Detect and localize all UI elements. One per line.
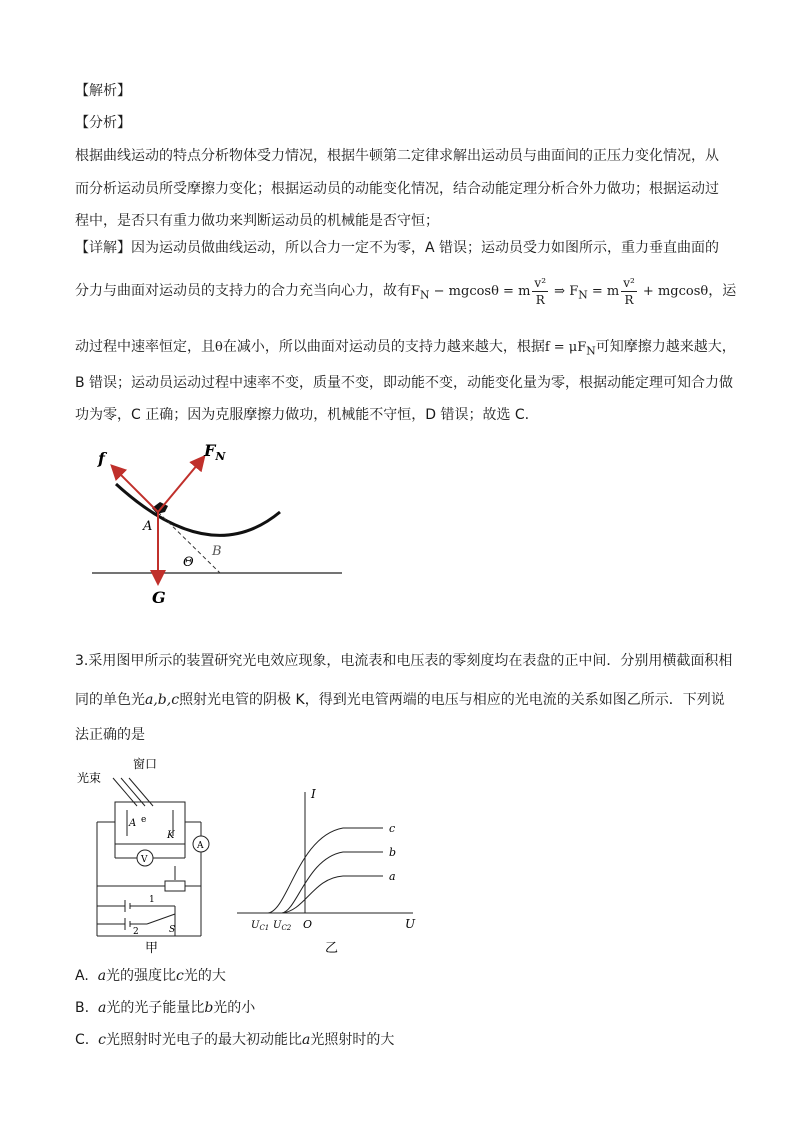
detail-line-3-mid: 在减小，所以曲面对运动员的支持力越来越大，根据 (222, 339, 545, 355)
option-b (75, 998, 730, 1018)
rheostat (165, 881, 185, 891)
option-b-v2: b (204, 1000, 214, 1016)
friction-eq-text: f = μF (544, 340, 587, 355)
curved-slope (116, 484, 280, 535)
fraction-2-den: R (624, 293, 634, 307)
eq-fn-1: F (411, 284, 421, 299)
fig-yi-label: 乙 (325, 941, 339, 956)
option-a-v1: a (97, 968, 107, 984)
switch-label-s: S (169, 925, 176, 935)
cathode-label: K (167, 830, 175, 841)
option-b-letter: B. (75, 1000, 90, 1016)
detail-line-2-text: 分力与曲面对运动员的支持力的合力充当向心力，故有 (75, 283, 411, 299)
detail-line-2-post: ，运 (708, 283, 737, 299)
q3-light-abc: a,b,c (145, 692, 180, 708)
curve-a-label: a (389, 870, 396, 883)
label-a: A (143, 519, 153, 534)
fenxi-heading: 【分析】 (75, 115, 131, 131)
detail-line-5: 功为零，C 正确；因为克服摩擦力做功，机械能不守恒，D 错误；故选 C. (75, 407, 530, 423)
option-a (75, 966, 730, 986)
uc1-label: $U_{C1}$ (251, 920, 270, 932)
anode-label: A (129, 818, 137, 829)
option-a-t2: 光的大 (183, 968, 226, 984)
fraction-1-num: v² (534, 276, 547, 290)
option-c-t1: 光照射时光电子的最大初动能比 (105, 1032, 302, 1048)
option-a-v2: c (176, 968, 184, 984)
option-c-v1: c (98, 1032, 106, 1048)
curve-c (268, 828, 383, 913)
force-diagram (80, 440, 360, 610)
eq-fn-2: F (569, 284, 579, 299)
fraction-1-den: R (535, 293, 545, 307)
friction-arrow (113, 467, 158, 512)
q3-line-1: 3.采用图甲所示的装置研究光电效应现象，电流表和电压表的零刻度均在表盘的正中间．分别用横截面积相 (75, 653, 733, 669)
switch-label-1: 1 (149, 895, 155, 905)
uc2-label: $U_{C2}$ (273, 920, 292, 932)
curve-b (282, 852, 383, 913)
friction-eq-sub: N (586, 344, 596, 358)
normal-force-arrow (158, 458, 203, 512)
detail-line-3-pre: 动过程中速率恒定，且 (75, 339, 215, 355)
option-c-letter: C. (75, 1032, 90, 1048)
label-fn: $F_N$ (204, 441, 226, 463)
eq-fn-1-sub: N (420, 288, 430, 302)
option-c (75, 1030, 730, 1050)
option-a-t1: 光的强度比 (106, 968, 177, 984)
eq-end: + mgcosθ (638, 284, 709, 299)
fraction-2-num: v² (623, 276, 635, 290)
detail-line-2 (75, 271, 737, 316)
label-theta: Θ (183, 555, 194, 570)
q3-line-2-post: 照射光电管的阴极 K，得到光电管两端的电压与相应的光电流的关系如图乙所示．下列说 (179, 692, 725, 708)
friction-eq (544, 340, 596, 358)
fig-jia-label: 甲 (145, 941, 159, 956)
switch-label-2: 2 (133, 927, 139, 937)
q3-line-2-pre: 同的单色光 (75, 692, 145, 708)
eq-mid-2: = m (587, 284, 620, 299)
fraction-2 (621, 275, 637, 308)
jiexi-heading: 【解析】 (75, 83, 131, 99)
option-c-t2: 光照射时的大 (310, 1032, 395, 1048)
curve-c-label: c (389, 822, 396, 835)
electron-label: e (141, 815, 147, 825)
detail-line-3 (75, 337, 736, 362)
detail-line-1: 【详解】因为运动员做曲线运动，所以合力一定不为零，A 错误；运动员受力如图所示，重力垂直曲面的 (75, 240, 720, 256)
eq-mid-1: − mgcosθ = m (429, 284, 531, 299)
eq-fn-2-sub: N (578, 288, 588, 302)
origin-label: O (303, 918, 313, 931)
detail-line-3-post: 可知摩擦力越来越大， (595, 339, 736, 355)
analysis-line-2: 而分析运动员所受摩擦力变化；根据运动员的动能变化情况，结合动能定理分析合外力做功；根据运动过 (75, 181, 719, 197)
theta-symbol: θ (215, 340, 223, 355)
eq-arrow: ⇒ (550, 284, 570, 299)
analysis-line-3: 程中，是否只有重力做功来判断运动员的机械能是否守恒； (75, 213, 439, 229)
voltmeter-label: V (141, 855, 148, 865)
option-b-t1: 光的光子能量比 (106, 1000, 205, 1016)
label-g: G (152, 588, 166, 607)
option-b-t2: 光的小 (213, 1000, 256, 1016)
label-b: B (212, 544, 222, 559)
detail-line-4: B 错误；运动员运动过程中速率不变，质量不变，即动能不变，动能变化量为零，根据动能定理可知合力做 (75, 375, 734, 391)
fraction-1 (532, 275, 548, 308)
circuit-diagram (75, 756, 225, 956)
iu-graph (233, 786, 423, 956)
ammeter-label: A (197, 841, 204, 851)
label-f: f (98, 449, 105, 468)
beam-label: 光束 (77, 771, 102, 785)
curve-b-label: b (389, 846, 397, 859)
option-c-v2: a (301, 1032, 311, 1048)
q3-line-2 (75, 690, 730, 710)
option-a-letter: A. (75, 968, 89, 984)
switch-lever (147, 914, 175, 924)
window-label: 窗口 (133, 757, 158, 771)
u-axis-label: U (405, 917, 416, 931)
i-axis-label: I (311, 787, 316, 801)
equation (411, 276, 709, 307)
phototube-box (115, 802, 185, 844)
curve-a (282, 876, 383, 913)
option-b-v1: a (97, 1000, 107, 1016)
analysis-line-1: 根据曲线运动的特点分析物体受力情况，根据牛顿第二定律求解出运动员与曲面间的正压力变化情况，从 (75, 148, 719, 164)
q3-line-3: 法正确的是 (75, 727, 145, 743)
